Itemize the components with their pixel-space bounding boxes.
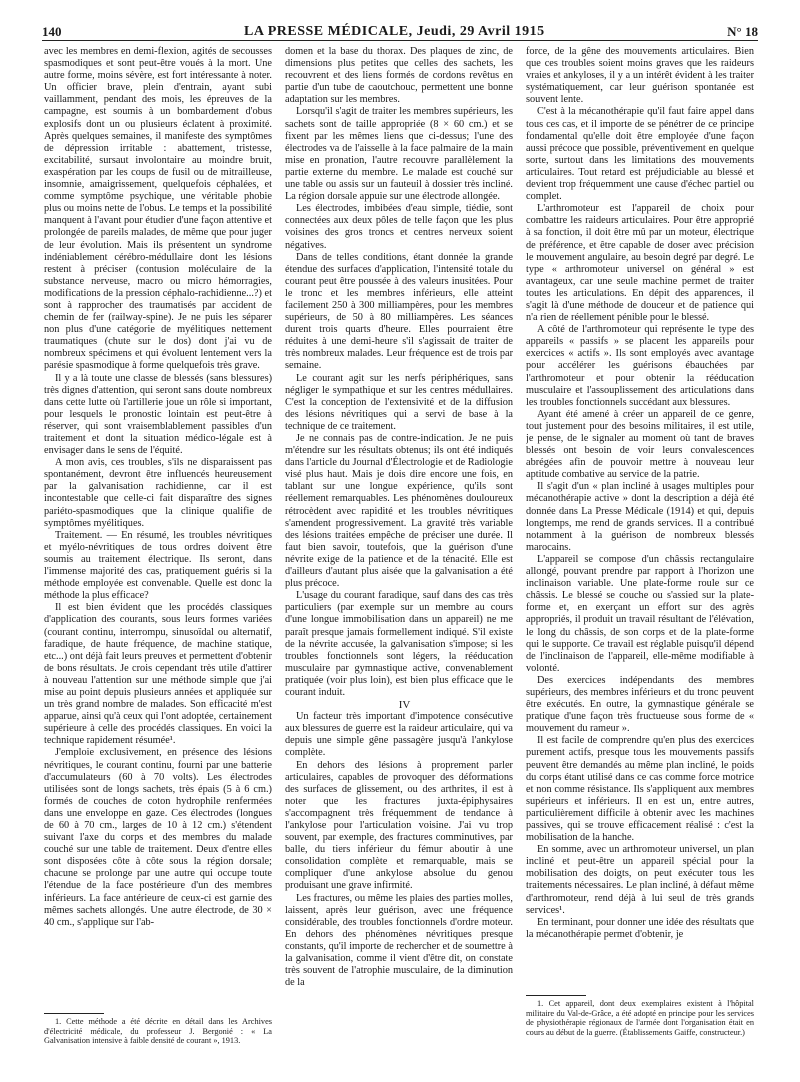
text-column-right [526,46,754,1056]
footnote: 1. Cette méthode a été décrite en détail dans les Archives d'électricité médicale, du professeur J. Bergonié : « La Galvanisation intensive à faible densité de courant », 1913. [44,1017,272,1046]
paragraph: A côté de l'arthromoteur qui représente le type des appareils « passifs » se placent les appareils pour exercices « actifs ». Ils sont employés avec avantage pour accélérer les guérisons ébauchées par l'arthromoteur et pour obtenir la rééducation musculaire et l'assouplissement des articulations dans les troubles fonctionnels succédant aux blessures. [526,324,754,408]
section-heading: IV [398,699,411,712]
footnote: 1. Cet appareil, dont deux exemplaires existent à l'hôpital militaire du Val-de-Grâce, a été adopté en principe pour les services de physiothérapie régionaux de l'armée dont l'organisation était en cours au début de la guerre. (Établissements Gaiffe, constructeur.) [526,999,754,1037]
paragraph: Les électrodes, imbibées d'eau simple, tiédie, sont connectées aux deux pôles de telle façon que les plus voisines des gros troncs et centres nerveux soient négatives. [285,203,513,251]
paragraph: avec les membres en demi-flexion, agités de secousses spasmodiques et sont peut-être voués à la mort. Une autre forme, moins sévère, est fort intéressante à noter. Un officier brave, plein d'entrain, ayant subi vaillamment, pendant des mois, les épreuves de la campagne, est soumis à un bombardement d'obus explosifs dont un ou plusieurs éclatent à proximité. Après quelques semaines, il manifeste des symptômes de dépression irritable : abattement, tristesse, excitabilité, sursaut involontaire au moindre bruit, exaspération par les coups de fusil ou de mitrailleuse, insomnie, amaigrissement, quelquefois céphalées, et comme symptôme psychique, une véritable phobie plus ou moins nette de l'obus. Le temps et la possibilité manquent à l'avant pour étudier d'une façon attentive et prolongée de pareils malades, de même que pour juger de leur évolution. Mais ils présentent un syndrome indéniablement cérébro-médullaire dont les lésions restent à préciser (contusion moléculaire de la substance nerveuse, macro ou micro hémorragies, modifications de la pression céphalo-rachidienne...?) et sont à rapprocher des traumatisés par accident de chemin de fer (railway-spine). Je ne puis les séparer non plus d'une catégorie de myélitiques nettement traumatiques (chute sur le dos) dont j'ai vu de nombreux spécimens et qui évoluent lentement vers la parésie spasmodique à forme quelquefois très grave. [44,46,272,372]
column-body [526,46,754,988]
paragraph: L'usage du courant faradique, sauf dans des cas très particuliers (par exemple sur un membre au cours d'une longue immobilisation dans un appareil) ne me paraît presque jamais formellement indiqué. S'il existe de la névrite accusée, la galvanisation s'impose; si les troubles fonctionnels sont légers, la rééducation musculaire par gymnastique active, convenablement pratiquée (voir plus loin), est bien plus efficace que le courant induit. [285,590,513,698]
paragraph: En terminant, pour donner une idée des résultats que la mécanothérapie permet d'obtenir, je [526,916,754,940]
column-body [44,46,272,1006]
issue-number: N° 18 [727,24,758,39]
paragraph: A mon avis, ces troubles, s'ils ne disparaissent pas spontanément, devront être influencés heureusement par la galvanisation rachidienne, car il est incontestable que celle-ci fait disparaître des signes pariéto-spasmodiques que la clinique qualifie de symptômes myélitiques. [44,457,272,529]
paragraph: Lorsqu'il s'agit de traiter les membres supérieurs, les sachets sont de taille appropriée (8 × 60 cm.) et se fixent par les mêmes liens que ci-dessus; l'une des électrodes va de l'aisselle à la face palmaire de la main mise en pronation, l'autre recouvre parallèlement la partie externe du membre. Le malade est couché sur une table ou assis sur un fauteuil à dossier très incliné. La région dorsale appuie sur une électrode allongée. [285,106,513,203]
paragraph: Ayant été amené à créer un appareil de ce genre, tout justement pour des besoins militaires, il est utile, je pense, de le signaler au moment où tant de braves blessés ont besoin de voir leurs convalescences abrégées afin de pouvoir mettre à nouveau leur aptitude combative au service de la patrie. [526,408,754,481]
paragraph: En dehors des lésions à proprement parler articulaires, capables de provoquer des déformations des surfaces de glissement, ou des arthrites, il est à noter que les fractures juxta-épiphysaires s'accompagnent très fréquemment de tendance à l'ankylose pour l'articulation voisine. J'ai vu trop souvent, par exemple, des fractures comminutives, par balle, du tiers inférieur du fémur aboutir à une consolidation complète et remarquable, mais se compliquer d'une ankylose absolue du genou produisant une grave infirmité. [285,759,513,892]
paragraph: L'appareil se compose d'un châssis rectangulaire allongé, pouvant prendre par rapport à l'horizon une inclinaison variable. Une plate-forme roule sur ce châssis. Le blessé se couche ou s'assied sur la plate-forme et, en exerçant un effort sur des agrès appropriés, il produit un travail résultant de l'élévation, le long du châssis, de son corps et de la plate-forme qui le supporte. Ce travail est réglable puisqu'il dépend de l'inclinaison de l'appareil, elle-même modifiable à volonté. [526,553,754,674]
paragraph: Il est facile de comprendre qu'en plus des exercices purement actifs, presque tous les mouvements passifs peuvent être demandés au même plan incliné, le poids du corps étant utilisé dans ce cas comme force motrice et non comme résistance. Ils s'appliquent aux membres supérieurs et inférieurs. Il en est un, entre autres, particulièrement difficile à obtenir avec les machines passives, qui se trouve efficacement réalisé : c'est la mobilisation de la hanche. [526,735,754,844]
paragraph: Des exercices indépendants des membres supérieurs, des membres inférieurs et du tronc peuvent être exécutés. En outre, la gymnastique générale se pratique d'une façon très fructueuse sous forme de « mouvement du rameur ». [526,674,754,735]
paragraph: Les fractures, ou même les plaies des parties molles, laissent, après leur guérison, avec une fréquence considérable, des troubles fonctionnels d'ordre moteur. En dehors des phénomènes névritiques presque constants, qu'il importe de rechercher et de soumettre à la galvanisation, comme il vient d'être dit, on constate très souvent de l'atrophie musculaire, de la diminution de la [285,892,513,989]
journal-title: LA PRESSE MÉDICALE, Jeudi, 29 Avril 1915 [244,24,545,39]
text-column-middle [285,46,513,1056]
text-column-left [44,46,272,1056]
page-header [42,18,758,41]
paragraph: Le courant agit sur les nerfs périphériques, sans négliger le sympathique et sur les centres médullaires. C'est la conception de l'extensivité et de la diffusion des lésions névritiques qui a servi de base à la technique de ce traitement. [285,372,513,432]
paragraph: force, de la gêne des mouvements articulaires. Bien que ces troubles soient moins graves que les raideurs vraies et ankyloses, il y a un intérêt évident à les traiter systématiquement, car leur guérison spontanée est souvent lente. [526,46,754,106]
paragraph: En somme, avec un arthromoteur universel, un plan incliné et peut-être un appareil spécial pour la mobilisation des doigts, on peut exécuter tous les traitements nécessaires. Le plan incliné, à défaut même d'arthromoteur, rend déjà à lui seul de très grands services¹. [526,844,754,916]
paragraph: Traitement. — En résumé, les troubles névritiques et myélo-névritiques de tous ordres doivent être soumis au traitement électrique. Ils seront, dans l'immense majorité des cas, pratiquement guéris si la méthode employée est convenable. Quelle est donc la méthode la plus efficace? [44,529,272,602]
paragraph: Il y a là toute une classe de blessés (sans blessures) très dignes d'attention, qui seront sans doute nombreux dans cette lutte où l'artillerie joue un rôle si important, pour lesquels le pronostic lointain est peut-être à réserver, qui sont vraisemblablement passibles d'un traitement et dont la situation médico-légale est à envisager dans le sens de l'équité. [44,372,272,457]
paragraph: Je ne connais pas de contre-indication. Je ne puis m'étendre sur les résultats obtenus; ils ont été indiqués dans l'article du Journal d'Électrologie et de Radiologie visé plus haut. Mais je dois dire encore une fois, en tablant sur une longue expérience, qu'ils sont réellement remarquables. Les phénomènes douloureux rétrocèdent avec rapidité et les troubles névritiques s'amendent progressivement. La gravité très variable des lésions traitées empêche de préciser une durée. Il faut bien savoir, toutefois, que la guérison d'une névrite exige de la patience et de la ténacité. Elle est d'ailleurs d'autant plus aisée que la galvanisation a été plus précoce. [285,433,513,590]
paragraph: domen et la base du thorax. Des plaques de zinc, de dimensions plus petites que celles des sachets, les recouvrent et des liens formés de cordons revêtus en partie d'un tube de caoutchouc, permettent une bonne adaptation sur les membres. [285,46,513,106]
paragraph: Un facteur très important d'impotence consécutive aux blessures de guerre est la raideur articulaire, qui va depuis une simple gêne passagère jusqu'à l'ankylose complète. [285,711,513,759]
paragraph: Il s'agit d'un « plan incliné à usages multiples pour mécanothérapie active » dont la description a déjà été donnée dans La Presse Médicale (1914) et qui, depuis longtemps, me rend de grands services. Il a contribué notamment à la guérison de nombreux blessés marocains. [526,481,754,553]
paragraph: Dans de telles conditions, étant donnée la grande étendue des surfaces d'application, l'intensité totale du courant peut être poussée à des valeurs inusitées. Pour le tronc et les membres inférieurs, elle atteint facilement 250 à 300 milliampères, pour les membres supérieurs, de 50 à 80 milliampères. Les séances durent trois quarts d'heure. Elles pourraient être réduites à une demi-heure s'il s'agissait de traiter de très nombreux malades. Leur fréquence est de trois par semaine. [285,251,513,372]
page-number: 140 [42,24,62,39]
footnote-divider [526,995,586,996]
paragraph: C'est à la mécanothérapie qu'il faut faire appel dans tous ces cas, et il importe de se pénétrer de ce principe fondamental qu'elle doit être employée d'une façon aussi précoce que possible, préventivement en quelque sorte, surtout dans les limitations des mouvements articulaires. Tout retard est préjudiciable au blessé et devient trop fréquemment une cause d'échec partiel ou complet. [526,106,754,203]
paragraph: J'emploie exclusivement, en présence des lésions névritiques, le courant continu, fourni par une batterie d'accumulateurs (60 à 70 volts). Les électrodes utilisées sont de longs sachets, très épais (5 à 6 cm.) formés de couches de coton hydrophile renfermées dans une enveloppe en gaze. Ces électrodes (longues de 60 à 70 cm., larges de 10 à 12 cm.) s'étendent suivant l'axe du corps et des membres du malade couché sur une table de traitement. Deux d'entre elles sont disposées côte à côte sous la région dorsale; chacune se prolonge par une autre qui occupe toute l'étendue de la face postérieure d'un des membres inférieurs. La face antérieure de ceux-ci est garnie des mêmes sachets allongés. Une autre électrode, de 30 × 40 cm., s'applique sur l'ab- [44,747,272,928]
paragraph: Il est bien évident que les procédés classiques d'application des courants, sous leurs formes variées (courant continu, interrompu, sinusoïdal ou alternatif, faradique, de haute fréquence, de machine statique, etc...) ont déjà fait leurs preuves et permettent d'obtenir de bons résultats. Je crois cependant très utile d'attirer à nouveau l'attention sur une méthode simple que j'ai mise au point depuis plusieurs années et appliquée sur un très grand nombre de malades. Son efficacité m'est apparue, ainsi qu'à ceux qui l'ont adoptée, certainement supérieure à celle des procédés classiques. En voici la technique rapidement résumée¹. [44,602,272,747]
footnote-divider [44,1013,104,1014]
paragraph: L'arthromoteur est l'appareil de choix pour combattre les raideurs articulaires. Pour être approprié à sa fonction, il doit être mû par un moteur, électrique de préférence, et être capable de doser avec précision le mouvement angulaire, au besoin degré par degré. Le type « arthromoteur universel on général » est avantageux, car une seule machine permet de traiter toutes les articulations. En dépit des apparences, il s'agit là d'une méthode de douceur et de patience qui n'a rien de réellement pénible pour le blessé. [526,203,754,324]
